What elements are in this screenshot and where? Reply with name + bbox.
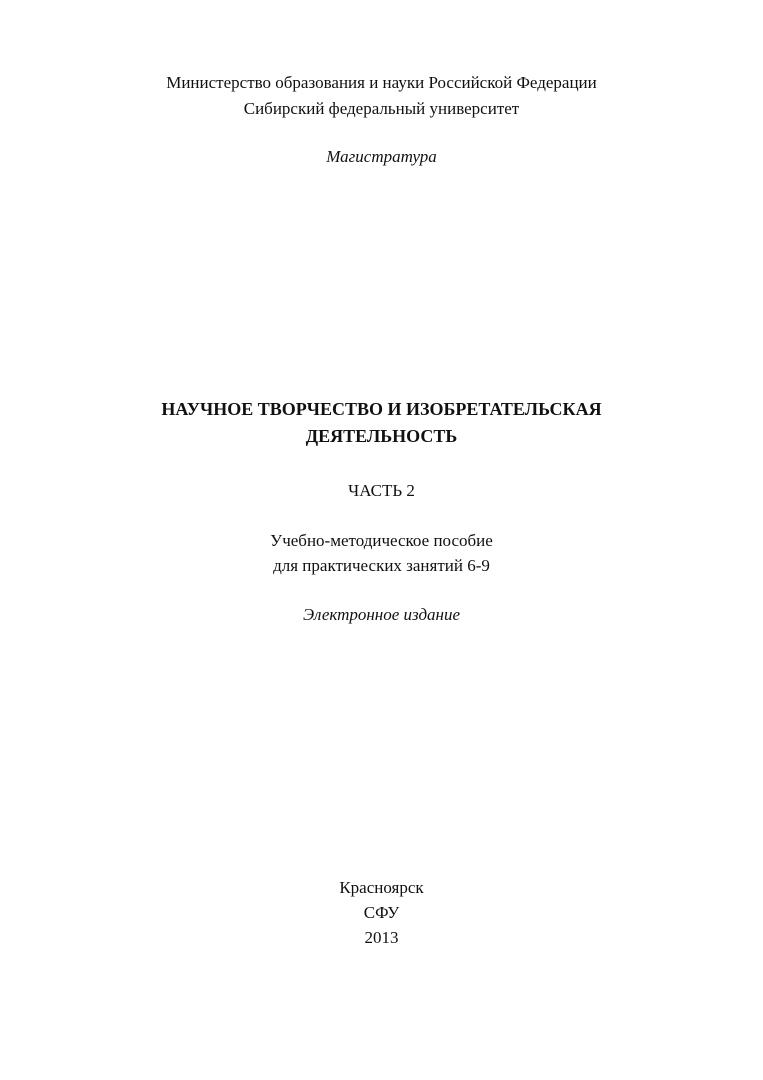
edition-type: Электронное издание: [302, 605, 461, 624]
part-number: ЧАСТЬ 2: [348, 481, 415, 500]
document-title-line2: ДЕЯТЕЛЬНОСТЬ: [305, 426, 458, 446]
imprint-city: Красноярск: [339, 878, 424, 897]
description-line2: для практических занятий 6-9: [273, 556, 490, 575]
description-line1: Учебно-методическое пособие: [270, 531, 493, 550]
document-title-line1: НАУЧНОЕ ТВОРЧЕСТВО И ИЗОБРЕТАТЕЛЬСКАЯ: [161, 399, 602, 419]
imprint-publisher: СФУ: [363, 903, 400, 922]
imprint-year: 2013: [364, 928, 399, 947]
ministry-name: Министерство образования и науки Российской Федерации: [166, 73, 597, 92]
university-name: Сибирский федеральный университет: [243, 99, 520, 118]
program-level: Магистратура: [326, 147, 437, 166]
